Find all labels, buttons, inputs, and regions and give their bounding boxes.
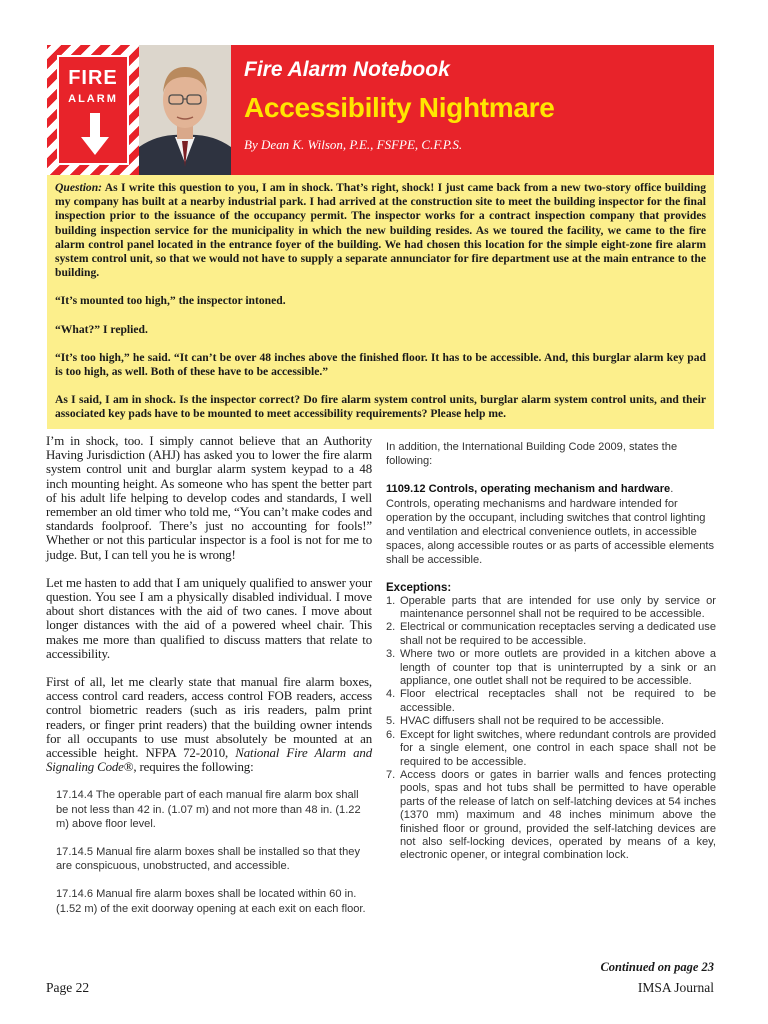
- journal-name: IMSA Journal: [637, 980, 714, 995]
- sign-plate: [57, 55, 129, 165]
- section-text: Controls, operating mechanisms and hardware intended for operation by the occupant, including switches that control lighting and ventilation and electrical convenience outlets, in accessible spaces, along accessible routes or as parts of accessible elements shall be accessible.: [386, 497, 715, 567]
- question-box: [47, 175, 714, 429]
- exception-item: [386, 595, 716, 622]
- sign-fire-text: FIRE: [68, 67, 118, 89]
- exception-number: 6.: [386, 728, 396, 741]
- question-paragraph: “It’s too high,” he said. “It can’t be over 48 inches above the finished floor. It has to be accessible. And, this burglar alarm key pad is too high, as well. Both of these have to be accessible.”: [55, 350, 706, 379]
- exception-number: 4.: [386, 688, 396, 701]
- exception-text: Where two or more outlets are provided in a kitchen above a length of counter top that is uninterrupted by a sink or an appliance, one outlet shall not be required to be accessible.: [400, 648, 716, 688]
- answer-paragraph: [46, 675, 372, 774]
- exception-text: HVAC diffusers shall not be required to be accessible.: [400, 715, 665, 728]
- code-quote: 17.14.4 The operable part of each manual fire alarm box shall be not less than 42 in. (1.07 m) and not more than 48 in. (1.22 m) above floor level.: [56, 789, 361, 830]
- exception-text: Access doors or gates in barrier walls and fences protecting pools, spas and hot tubs shall be permitted to have operable parts of the release of latch on self-latching devices at 54 inches (1370 mm) maximum and 48 inches minimum above the finished floor or ground, provided the self-latching devices are not also self-locking devices, operated by means of a key, electronic opener, or integral combination lock.: [400, 768, 716, 862]
- exception-number: 1.: [386, 594, 396, 607]
- section-heading-text: 1109.12 Controls, operating mechanism and hardware: [386, 483, 671, 496]
- exception-item: [386, 715, 716, 728]
- byline: By Dean K. Wilson, P.E., FSFPE, C.F.P.S.: [244, 137, 463, 152]
- fire-alarm-sign: [47, 45, 139, 175]
- ibc-intro: In addition, the International Building Code 2009, states the following:: [386, 441, 678, 468]
- question-paragraph: “It’s mounted too high,” the inspector intoned.: [55, 294, 286, 308]
- exceptions-list: [386, 595, 716, 863]
- question-paragraph: As I said, I am in shock. Is the inspector correct? Do fire alarm system control units, burglar alarm system control units, and their associated key pads have to be mounted to meet accessibility requirements? Please help me.: [55, 393, 706, 421]
- answer-text: ®, requires the following:: [123, 760, 254, 775]
- exception-item: [386, 621, 716, 648]
- answer-paragraph: I’m in shock, too. I simply cannot believe that an Authority Having Jurisdiction (AHJ) has asked you to lower the fire alarm system control unit and burglar alarm system keypad to a 48 inch mounting height. As someone who has spent the better part of his adult life helping to develop codes and standards, I well remember an old timer who told me, “You can’t make codes and standards foolproof. There’s just no accounting for fools!” Whether or not this particular inspector is a fool is not for me to judge. But, I can tell you he is wrong!: [46, 434, 372, 562]
- code-quote: 17.14.5 Manual fire alarm boxes shall be installed so that they are conspicuous, unobstructed, and accessible.: [56, 846, 361, 873]
- author-portrait: [139, 45, 231, 175]
- article-title: Accessibility Nightmare: [244, 92, 555, 123]
- question-text: As I write this question to you, I am in shock. That’s right, shock! I just came back from a new two-story office building my company has built at a nearby industrial park. I had arrived at the construction site to meet the building inspector for the final inspection prior to the issuance of the occupancy permit. The inspector works for a contract inspection company that provides building inspection service for the municipality in which the new building resides. As we toured the facility, we came to the fire alarm control panel located in the entrance foyer of the building. We had chosen this location for the simple eight-zone fire alarm system control unit, so that we would not have to supply a separate annunciator for fire department use at the main entrance to the building.: [55, 181, 706, 280]
- exception-item: [386, 769, 716, 863]
- code-title: National Fire Alarm and Signaling Code: [46, 746, 372, 775]
- section-heading-period: .: [670, 483, 674, 496]
- exception-text: Except for light switches, where redundant controls are provided for a single element, one control in each space shall not be required to be accessible.: [400, 728, 716, 768]
- series-title: Fire Alarm Notebook: [244, 58, 450, 81]
- exception-item: [386, 648, 716, 688]
- continued-note: Continued on page 23: [600, 960, 714, 974]
- question-paragraph: [55, 181, 706, 280]
- exception-number: 3.: [386, 648, 396, 661]
- exception-number: 5.: [386, 715, 396, 728]
- exception-item: [386, 688, 716, 715]
- exception-text: Operable parts that are intended for use only by service or maintenance personnel shall not be required to be accessible.: [400, 594, 716, 621]
- question-paragraph: “What?” I replied.: [55, 322, 148, 336]
- section-heading: [386, 482, 716, 496]
- code-quote: 17.14.6 Manual fire alarm boxes shall be located within 60 in. (1.52 m) of the exit doorway opening at each exit on each floor.: [56, 888, 366, 915]
- down-arrow-icon: [81, 113, 109, 155]
- answer-text: First of all, let me clearly state that manual fire alarm boxes, access control card readers, access control FOB readers, access control biometric readers (such as iris readers, palm print readers, or finger print readers) that the building owner intends for all occupants to use must absolutely be mounted at an accessible height. NFPA 72-2010,: [46, 675, 372, 761]
- exceptions-heading: Exceptions:: [386, 581, 452, 594]
- answer-paragraph: Let me hasten to add that I am uniquely qualified to answer your question. You see I am a physically disabled individual. I move about short distances with the aid of two canes. I move about longer distances with the aid of a powered wheel chair. This makes me more than qualified to discuss matters that relate to accessibility.: [46, 575, 372, 661]
- left-column: [46, 434, 372, 930]
- exception-text: Floor electrical receptacles shall not be required to be accessible.: [400, 688, 716, 714]
- question-label: Question:: [55, 181, 103, 194]
- author-photo-icon: [139, 45, 231, 175]
- page-number: Page 22: [46, 980, 90, 995]
- exception-number: 2.: [386, 621, 396, 634]
- right-column: [386, 440, 716, 863]
- exception-item: [386, 729, 716, 769]
- exception-number: 7.: [386, 768, 396, 781]
- exception-text: Electrical or communication receptacles serving a dedicated use shall not be required to be accessible.: [400, 621, 716, 647]
- sign-alarm-text: ALARM: [68, 93, 118, 105]
